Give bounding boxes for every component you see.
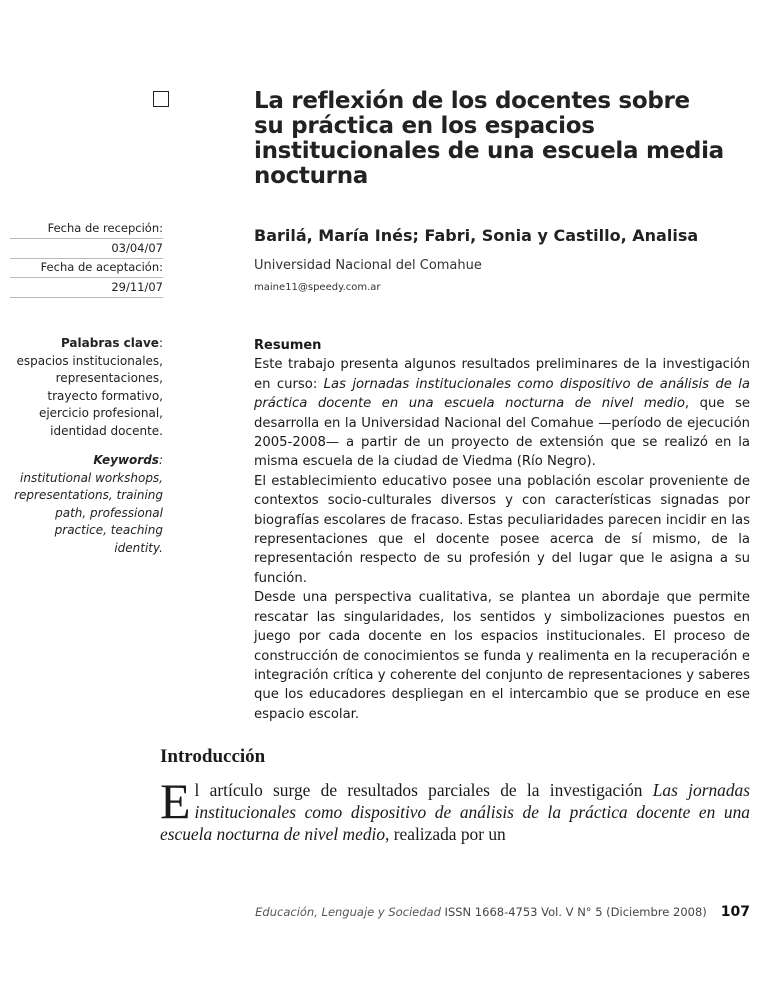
accepted-date: 29/11/07 <box>111 279 163 294</box>
page-number: 107 <box>720 904 750 920</box>
project-title: Las jornadas institucionales como dispositivo de análisis de la práctica docente en una escuela nocturna de nivel medio <box>254 376 750 412</box>
divider <box>10 238 163 239</box>
text: , que se desarrolla en la Universidad Nacional del Comahue —período de ejecución 2005-2008— a partir de un proyecto de extensión que se realizó en la misma escuela de la ciudad de Viedma (Río Negro). <box>254 396 750 470</box>
divider <box>10 277 163 278</box>
divider <box>10 258 163 259</box>
checkbox-square-icon <box>153 91 169 107</box>
text: , realizada por un <box>385 824 506 844</box>
text: Este trabajo presenta algunos resultados preliminares de la investigación en curso: <box>254 357 750 392</box>
drop-cap: E <box>160 773 191 829</box>
section-heading: Introducción <box>160 746 266 767</box>
keywords-es-label: Palabras clave <box>60 336 159 350</box>
received-date: 03/04/07 <box>111 240 163 255</box>
intro-paragraph <box>160 773 751 845</box>
authors: Barilá, María Inés; Fabri, Sonia y Castillo, Analisa <box>254 226 699 245</box>
abstract-paragraph: El establecimiento educativo posee una población escolar proveniente de contextos socio-culturales diversos y con características signadas por biografías escolares de fracaso. Estas peculiaridades parecen incidir en las representaciones que el docente posee acerca de sí mismo, de la representación respecto de su profesión y del lugar que le asigna a su función. <box>254 473 750 586</box>
received-label: Fecha de recepción: <box>47 221 163 235</box>
footer <box>255 904 750 920</box>
keywords-en: Keywords: institutional workshops, representations, training path, professional practice, teaching identity. <box>14 453 163 555</box>
journal-name: Educación, Lenguaje y Sociedad <box>255 905 441 919</box>
project-title: Las jornadas institucionales como dispositivo de análisis de la práctica docente en una escuela nocturna de nivel medio <box>160 780 751 844</box>
text: l artículo surge de resultados parciales de la investigación <box>194 780 653 800</box>
abstract-paragraph: Desde una perspectiva cualitativa, se plantea un abordaje que permite rescatar las singularidades, los sentidos y simbolizaciones puestos en juego por cada docente en los espacios institucionales. El proceso de construcción de conocimientos se funda y realimenta en la recuperación e integración crítica y coherente del conjunto de representaciones y saberes que los educadores despliegan en el intercambio que se produce en ese espacio escolar. <box>254 590 750 722</box>
abstract-paragraph <box>254 355 750 471</box>
keywords-en-label: Keywords <box>93 453 159 467</box>
article-title: La reflexión de los docentes sobre su práctica en los espacios institucionales de una escuela media nocturna <box>254 88 724 189</box>
divider <box>10 297 163 298</box>
affiliation: Universidad Nacional del Comahue <box>254 258 482 273</box>
issn: ISSN 1668-4753 Vol. V N° 5 (Diciembre 2008) <box>440 905 707 919</box>
keywords-es-terms: espacios institucionales, representaciones, trayecto formativo, ejercicio profesional, identidad docente. <box>16 353 163 438</box>
accepted-label: Fecha de aceptación: <box>40 260 163 274</box>
abstract <box>254 336 750 724</box>
keywords-es: Palabras clave: espacios institucionales, representaciones, trayecto formativo, ejercicio profesional, identidad docente. <box>16 336 163 438</box>
abstract-heading: Resumen <box>254 338 322 353</box>
keywords-en-terms: institutional workshops, representations, training path, professional practice, teaching identity. <box>14 470 163 555</box>
email[interactable]: maine11@speedy.com.ar <box>254 282 381 293</box>
